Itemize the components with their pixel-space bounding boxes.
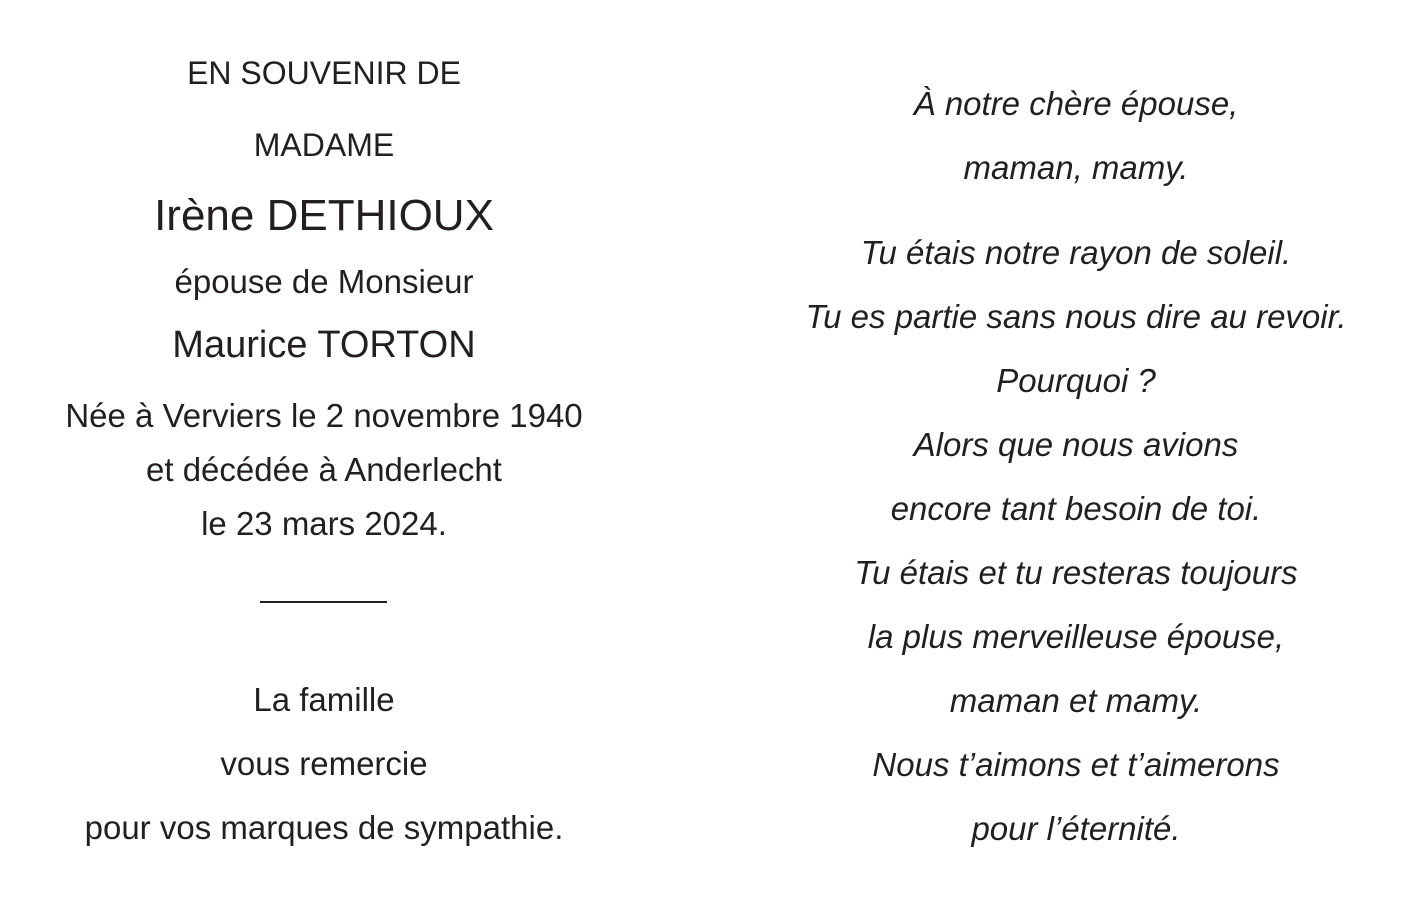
deceased-name: Irène DETHIOUX (154, 191, 494, 240)
poem-line-9: Nous t’aimons et t’aimerons (872, 746, 1280, 783)
poem-line-10: pour l’éternité. (971, 810, 1181, 847)
poem-line-5: encore tant besoin de toi. (890, 490, 1262, 527)
thanks-line-2: vous remercie (220, 745, 428, 782)
spouse-name: Maurice TORTON (172, 324, 476, 366)
thanks-line-3: pour vos marques de sympathie. (84, 809, 564, 846)
death-place-line: et décédée à Anderlecht (146, 451, 502, 488)
divider (260, 601, 387, 603)
spouse-of-label: épouse de Monsieur (174, 263, 474, 300)
poem-line-1: Tu étais notre rayon de soleil. (860, 234, 1292, 271)
poem-line-8: maman et mamy. (949, 682, 1203, 719)
poem-line-6: Tu étais et tu resteras toujours (854, 554, 1298, 591)
thanks-line-1: La famille (253, 681, 395, 718)
dedication-line-1: À notre chère épouse, (913, 85, 1239, 122)
death-date-line: le 23 mars 2024. (201, 505, 447, 542)
poem-line-4: Alors que nous avions (913, 426, 1239, 463)
dedication-line-2: maman, mamy. (963, 149, 1189, 186)
birth-line: Née à Verviers le 2 novembre 1940 (65, 397, 583, 434)
poem-line-7: la plus merveilleuse épouse, (867, 618, 1285, 655)
poem-line-2: Tu es partie sans nous dire au revoir. (805, 298, 1347, 335)
poem-line-3: Pourquoi ? (996, 362, 1156, 399)
title-madame: MADAME (253, 127, 395, 163)
in-memory-heading: EN SOUVENIR DE (187, 55, 461, 91)
